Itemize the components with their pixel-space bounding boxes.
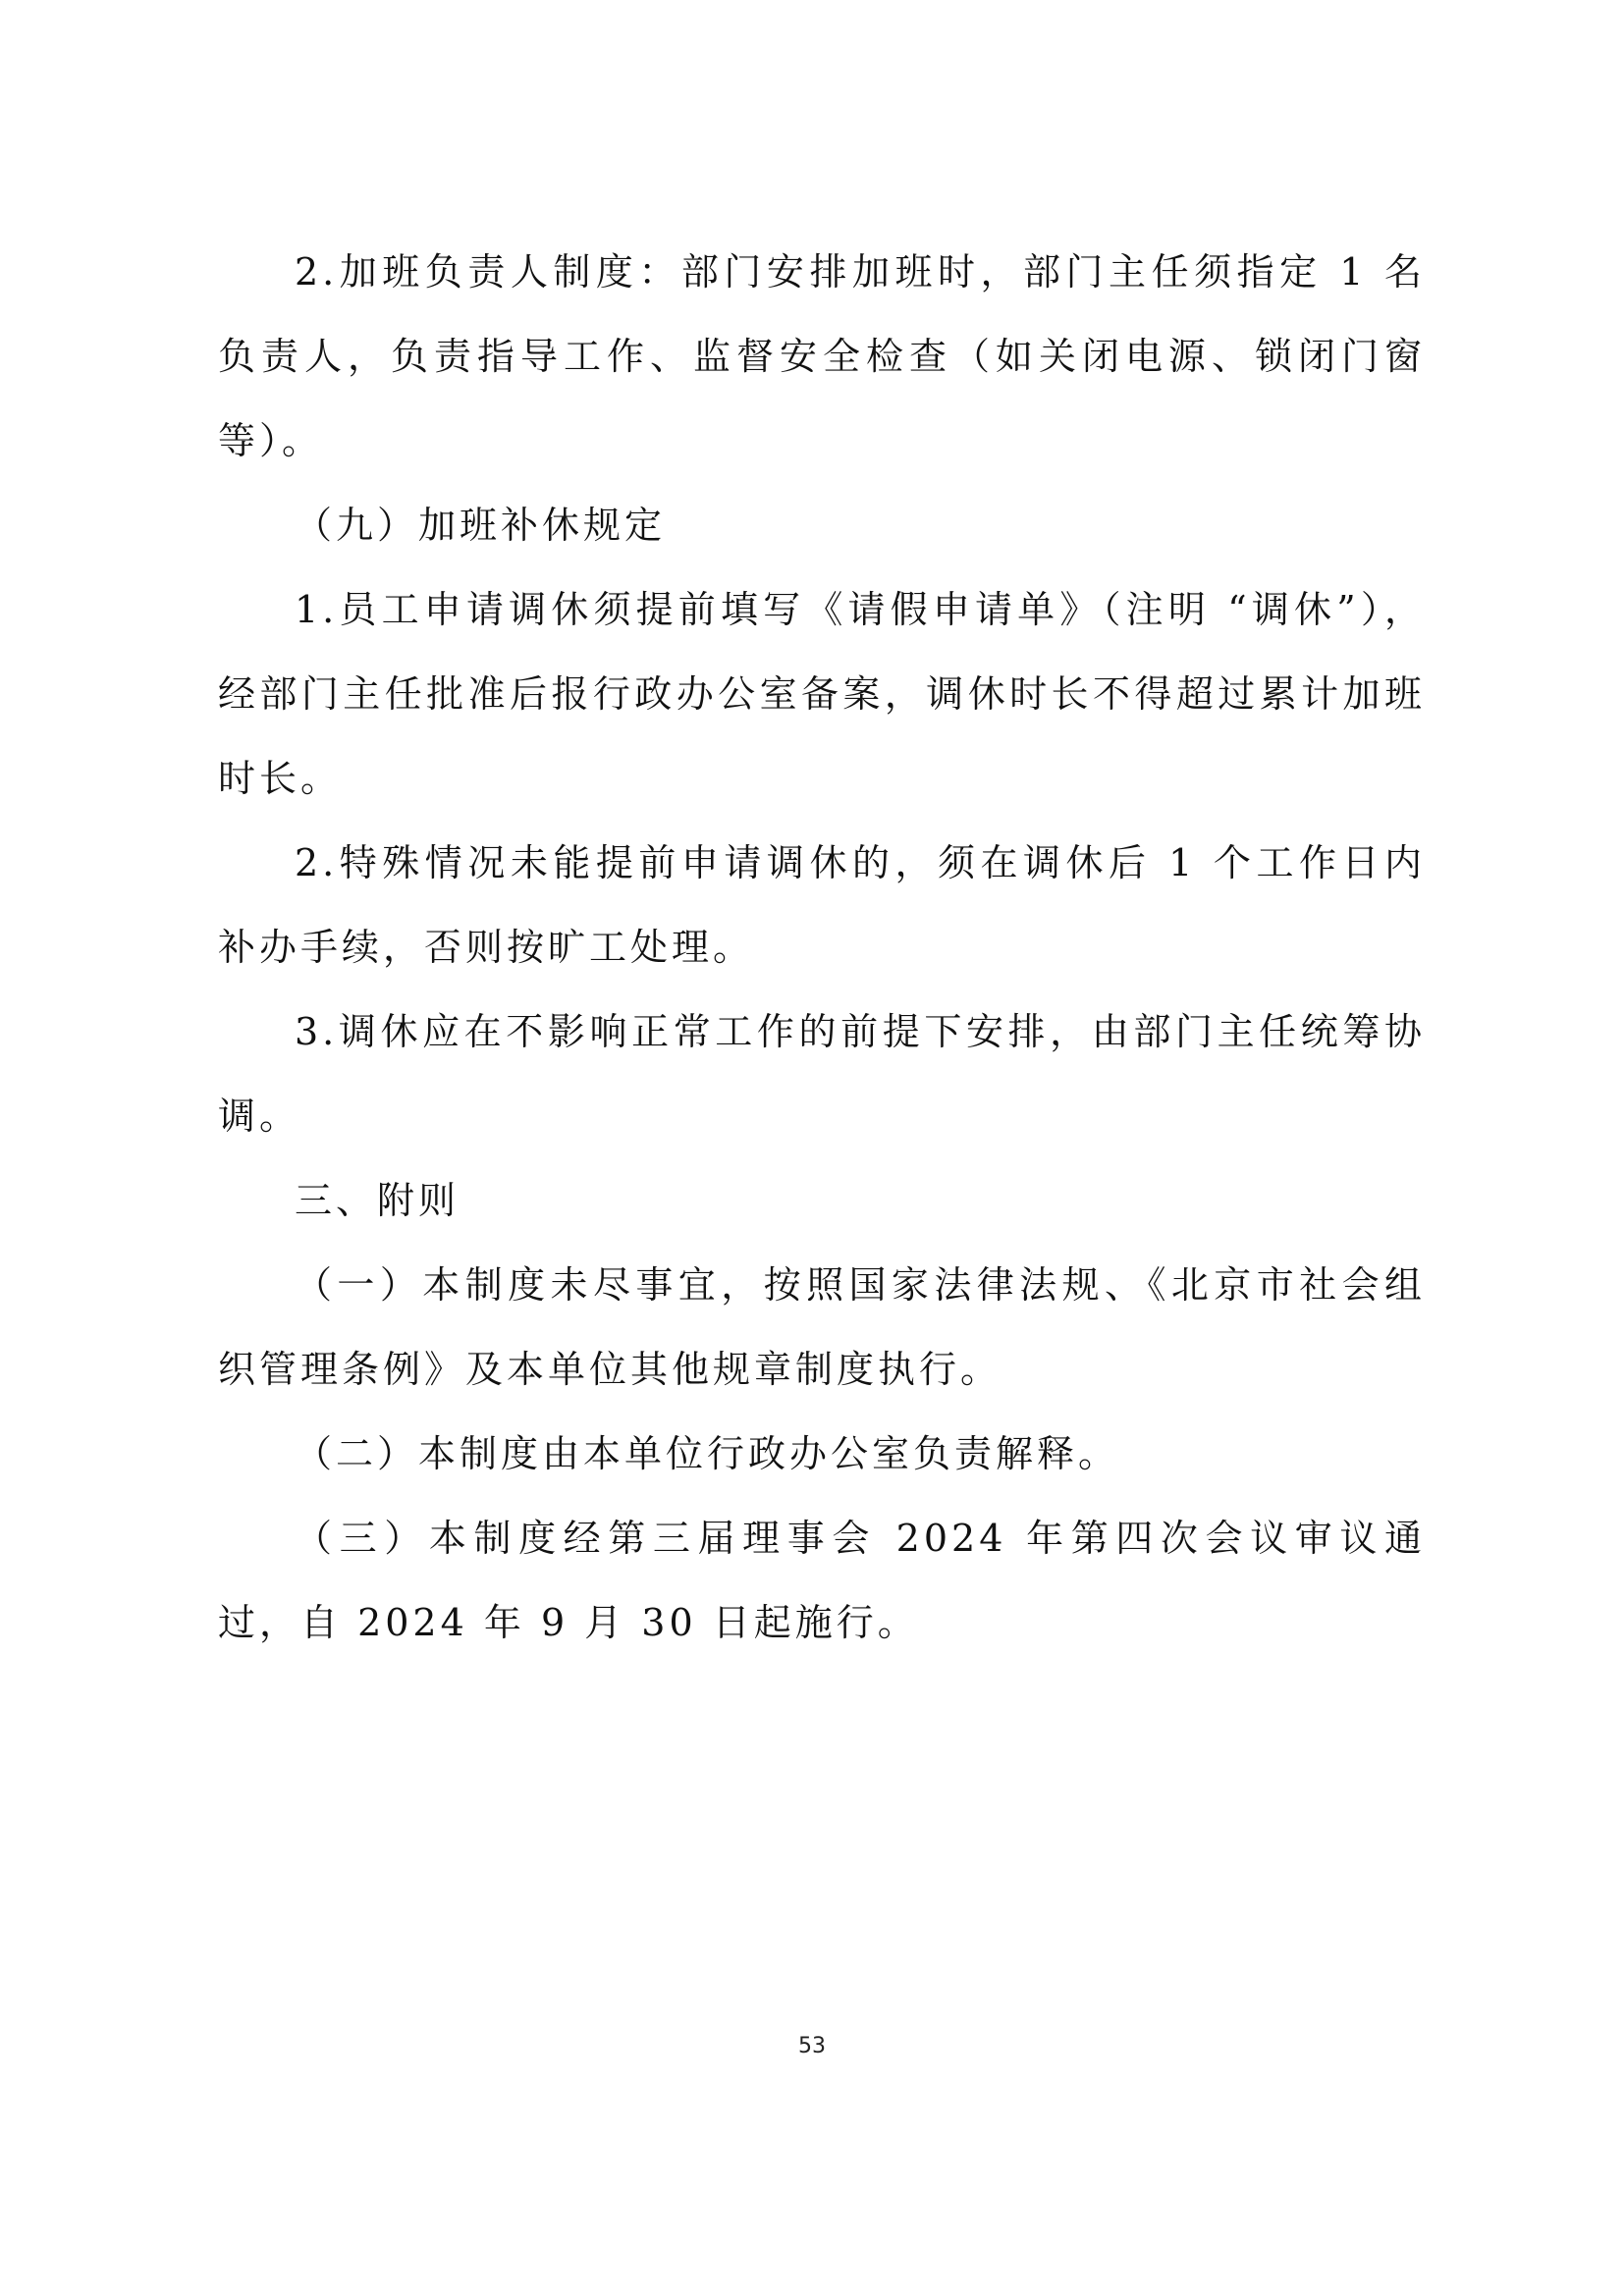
section-heading-compensatory-leave: （九）加班补休规定 (295, 504, 667, 547)
paragraph-matters-not-covered: （一）本制度未尽事宜，按照国家法律法规、《北京市社会组织管理条例》及本单位其他规章制度执行。 (218, 1263, 1426, 1391)
section-heading-supplementary-provisions: 三、附则 (295, 1179, 460, 1222)
paragraph-effective-date: （三）本制度经第三届理事会 2024 年第四次会议审议通过，自 2024 年 9 月 30 日起施行。 (218, 1517, 1426, 1644)
page-number: 53 (798, 2034, 826, 2058)
paragraph-interpretation: （二）本制度由本单位行政办公室负责解释。 (295, 1432, 1120, 1475)
paragraph-scheduling: 3.调休应在不影响正常工作的前提下安排，由部门主任统筹协调。 (218, 1010, 1426, 1138)
document-body (218, 230, 1426, 1665)
paragraph-overtime-supervisor: 2.加班负责人制度：部门安排加班时，部门主任须指定 1 名负责人，负责指导工作、监督安全检查（如关闭电源、锁闭门窗等）。 (218, 250, 1426, 462)
paragraph-leave-application: 1.员工申请调休须提前填写《请假申请单》（注明 “调休”），经部门主任批准后报行政办公室备案，调休时长不得超过累计加班时长。 (218, 588, 1426, 800)
paragraph-special-circumstances: 2.特殊情况未能提前申请调休的，须在调休后 1 个工作日内补办手续，否则按旷工处理。 (218, 841, 1426, 969)
